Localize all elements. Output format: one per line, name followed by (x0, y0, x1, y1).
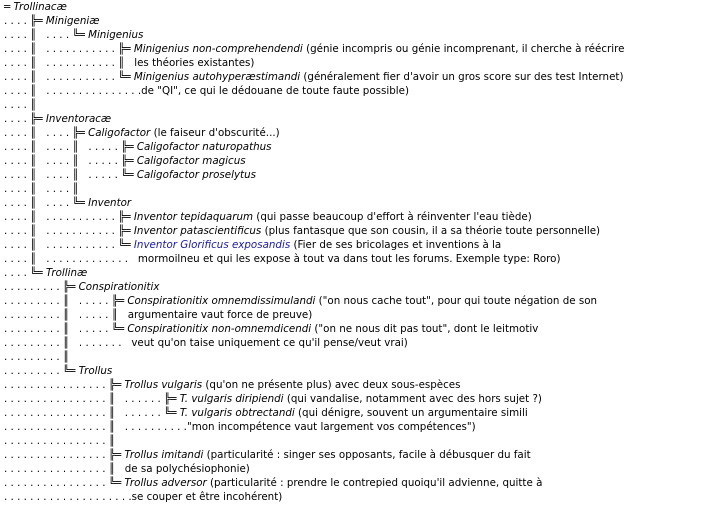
tree-branch-connector: . . . . . . . . . ║ . . . . . . . (4, 337, 132, 349)
tree-branch-connector: . . . . ║ . . . . ║ . . . . . ╠═ (4, 155, 137, 167)
taxon-description: (qui vandalise, notamment avec des hors sujet ?) (283, 393, 542, 405)
tree-branch-connector: . . . . ║ . . . . . . . . . . . . . (4, 253, 138, 265)
taxon-name: Inventor tepidaquarum (133, 211, 254, 223)
tree-line (4, 28, 705, 42)
tree-branch-connector: . . . . ║ . . . . ╠═ (4, 127, 89, 139)
taxon-name: Inventor (88, 197, 132, 209)
tree-line (4, 112, 705, 126)
taxon-name: Minigenius non-comprehendendi (133, 43, 303, 55)
tree-line (4, 462, 705, 476)
taxon-name: Minigeniæ (45, 15, 100, 27)
tree-branch-connector: . . . . ╠═ (4, 113, 46, 125)
tree-line (4, 406, 705, 420)
tree-line (4, 210, 705, 224)
taxon-description: mormoilneu et qui les expose à tout va dans tout les forums. Exemple type: Roro) (137, 253, 561, 265)
tree-line (4, 350, 705, 364)
taxon-name: Trollinacæ (13, 1, 67, 13)
tree-line (4, 42, 705, 56)
taxon-name: Trollus imitandi (124, 449, 204, 461)
tree-branch-connector: . . . . . . . . . ╚═ (4, 365, 79, 377)
taxon-name: Caligofactor proselytus (136, 169, 256, 181)
tree-line (4, 308, 705, 322)
taxon-description: (qu'on ne présente plus) avec deux sous-espèces (202, 379, 461, 391)
tree-line (4, 336, 705, 350)
tree-branch-connector: . . . . ║ (4, 99, 37, 111)
tree-line (4, 364, 705, 378)
tree-line (4, 294, 705, 308)
tree-branch-connector: . . . . . . . . . ║ . . . . . ╚═ (4, 323, 128, 335)
tree-line (4, 196, 705, 210)
taxon-description: ("on nous cache tout", pour qui toute négation de son (315, 295, 598, 307)
taxon-name: Conspirationitix (78, 281, 160, 293)
tree-line (4, 238, 705, 252)
tree-branch-connector: . . . . ║ . . . . ║ . . . . . ╠═ (4, 141, 137, 153)
tree-line (4, 378, 705, 392)
tree-branch-connector: . . . . . . . . . . . . . . . . ║ . . . . . . . . . . (4, 421, 187, 433)
tree-line (4, 154, 705, 168)
tree-branch-connector: . . . . . . . . . . . . . . . . ╠═ (4, 449, 125, 461)
taxon-name: Conspirationitix omnemdissimulandi (127, 295, 316, 307)
tree-branch-connector: . . . . ║ . . . . ║ . . . . . ╚═ (4, 169, 137, 181)
tree-line (4, 476, 705, 490)
tree-branch-connector: . . . . ║ . . . . ╚═ (4, 197, 89, 209)
taxon-name: Caligofactor naturopathus (136, 141, 272, 153)
tree-branch-connector: . . . . ║ . . . . ╚═ (4, 29, 89, 41)
taxon-description: les théories existantes) (134, 57, 255, 69)
tree-branch-connector: . . . . ╠═ (4, 15, 46, 27)
tree-branch-connector: . . . . . . . . . ║ (4, 351, 70, 363)
tree-branch-connector: . . . . . . . . . . . . . . . . ║ . . . . . . ╠═ (4, 393, 180, 405)
taxon-name: T. vulgaris obtrectandi (179, 407, 295, 419)
taxon-description: veut qu'on taise uniquement ce qu'il pense/veut vrai) (131, 337, 408, 349)
tree-line (4, 392, 705, 406)
tree-line (4, 56, 705, 70)
taxon-description: (particularité : singer ses opposants, facile à débusquer du fait (203, 449, 531, 461)
tree-branch-connector: . . . . ╚═ (4, 267, 46, 279)
taxon-name: Inventor patascientificus (133, 225, 262, 237)
taxon-name-link[interactable]: Inventor Glorificus exposandis (133, 239, 291, 251)
tree-line (4, 224, 705, 238)
taxon-name: Minigenius autohyperæstimandi (133, 71, 301, 83)
tree-line (4, 140, 705, 154)
taxon-description: ("on ne nous dit pas tout", dont le leitmotiv (311, 323, 539, 335)
tree-line (4, 182, 705, 196)
tree-line (4, 420, 705, 434)
tree-line (4, 84, 705, 98)
tree-line (4, 0, 705, 14)
tree-branch-connector: . . . . ║ . . . . ║ (4, 183, 79, 195)
taxon-description: (qui dénigre, souvent un argumentaire simili (294, 407, 528, 419)
taxon-name: Trollus vulgaris (124, 379, 203, 391)
tree-branch-connector: . . . . ║ . . . . . . . . . . . ╠═ (4, 211, 134, 223)
tree-branch-connector: . . . . . . . . . . . . . . . . ║ (4, 435, 115, 447)
tree-line (4, 448, 705, 462)
taxon-name: Caligofactor (88, 127, 151, 139)
tree-branch-connector: . . . . . . . . . ║ . . . . . ╠═ (4, 295, 128, 307)
taxon-name: Caligofactor magicus (136, 155, 246, 167)
taxon-name: Trollus adversor (124, 477, 207, 489)
taxon-description: (généralement fier d'avoir un gros score sur des test Internet) (300, 71, 624, 83)
tree-branch-connector: . . . . . . . . . ╠═ (4, 281, 79, 293)
tree-branch-connector: . . . . . . . . . . . . . . . . ╠═ (4, 379, 125, 391)
tree-branch-connector: . . . . ║ . . . . . . . . . . . ║ (4, 57, 135, 69)
tree-branch-connector: . . . . ║ . . . . . . . . . . . ╠═ (4, 225, 134, 237)
tree-branch-connector: . . . . ║ . . . . . . . . . . . ╚═ (4, 71, 134, 83)
taxon-description: de "QI", ce qui le dédouane de toute faute possible) (141, 85, 409, 97)
taxon-description: (qui passe beaucoup d'effort à réinventer l'eau tiède) (253, 211, 532, 223)
taxon-description: (plus fantasque que son cousin, il a sa théorie toute personnelle) (261, 225, 601, 237)
taxon-name: Trollus (78, 365, 113, 377)
taxon-description: se couper et être incohérent) (131, 491, 283, 503)
tree-branch-connector: . . . . ║ . . . . . . . . . . . ╚═ (4, 239, 134, 251)
taxon-description: (le faiseur d'obscurité...) (150, 127, 280, 139)
tree-branch-connector: . . . . . . . . . . . . . . . . ║ . . . . . . ╚═ (4, 407, 180, 419)
tree-line (4, 252, 705, 266)
taxon-description: (Fier de ses bricolages et inventions à la (290, 239, 502, 251)
tree-branch-connector: . . . . ║ . . . . . . . . . . . . . . . (4, 85, 142, 97)
tree-line (4, 266, 705, 280)
taxon-description: "mon incompétence vaut largement vos compétences") (186, 421, 476, 433)
tree-line (4, 434, 705, 448)
taxon-description: (particularité : prendre le contrepied quoiqu'il advienne, quitte à (206, 477, 543, 489)
tree-line (4, 168, 705, 182)
tree-branch-connector: ═ (4, 1, 14, 13)
taxon-name: T. vulgaris diripiendi (179, 393, 284, 405)
tree-line (4, 490, 705, 504)
tree-line (4, 14, 705, 28)
tree-line (4, 126, 705, 140)
tree-line (4, 98, 705, 112)
tree-branch-connector: . . . . . . . . . . . . . . . . ╚═ (4, 477, 125, 489)
taxon-name: Trollinæ (45, 267, 88, 279)
taxon-name: Inventoracæ (45, 113, 112, 125)
tree-branch-connector: . . . . . . . . . ║ . . . . . ║ (4, 309, 128, 321)
tree-branch-connector: . . . . . . . . . . . . . . . . ║ (4, 463, 125, 475)
tree-line (4, 280, 705, 294)
tree-branch-connector: . . . . ║ . . . . . . . . . . . ╠═ (4, 43, 134, 55)
tree-line (4, 70, 705, 84)
taxon-name: Minigenius (88, 29, 144, 41)
taxon-description: (génie incompris ou génie incomprenant, il cherche à réécrire (302, 43, 625, 55)
tree-line (4, 322, 705, 336)
taxon-name: Conspirationitix non-omnemdicendi (127, 323, 312, 335)
tree-branch-connector: . . . . . . . . . . . . . . . . . . . . (4, 491, 132, 503)
taxon-description: argumentaire vaut force de preuve) (127, 309, 313, 321)
taxon-description: de sa polychésiophonie) (124, 463, 250, 475)
